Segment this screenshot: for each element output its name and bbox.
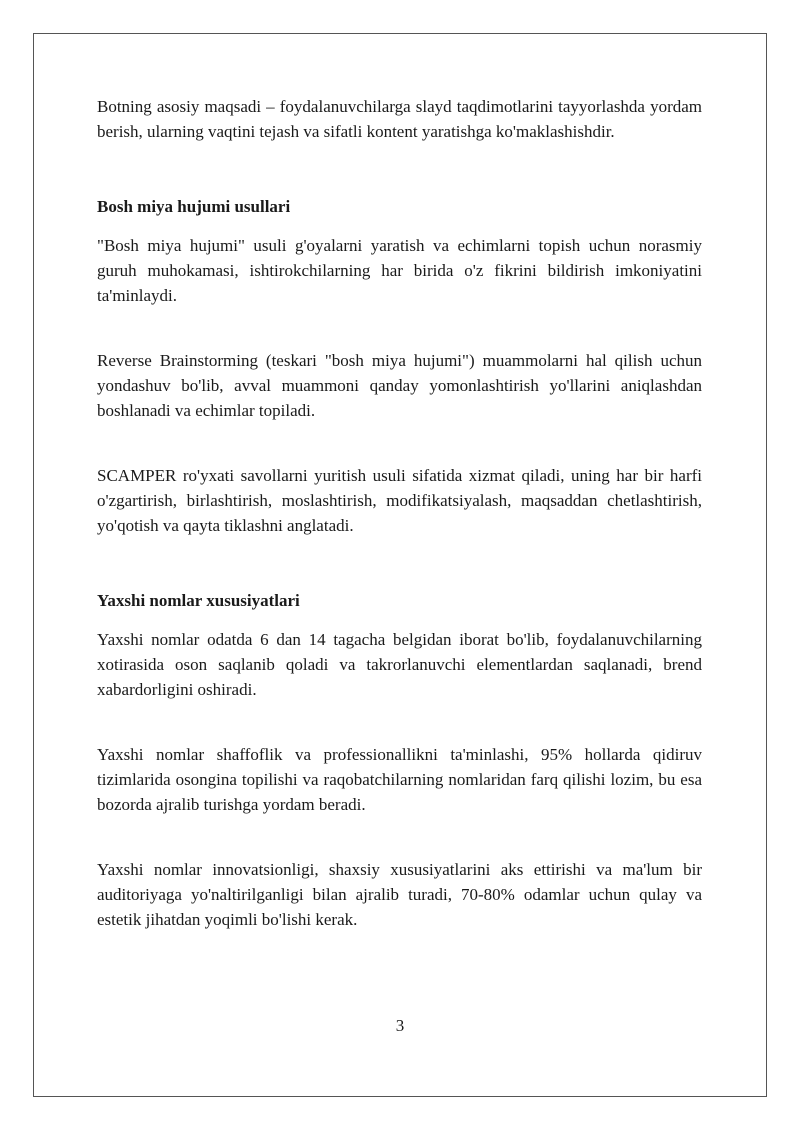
- good-names-paragraph-3: Yaxshi nomlar innovatsionligi, shaxsiy xususiyatlarini aks ettirishi va ma'lum bir auditoriyaga yo'naltirilganligi bilan ajralib turadi, 70-80% odamlar uchun qulay va estetik jihatdan yoqimli bo'lishi kerak.: [97, 860, 702, 929]
- good-names-paragraph-1: Yaxshi nomlar odatda 6 dan 14 tagacha belgidan iborat bo'lib, foydalanuvchilarning xotirasida oson saqlanib qoladi va takrorlanuvchi elementlardan saqlanadi, brend xabardorligini oshiradi.: [97, 630, 702, 699]
- brainstorming-paragraph-1: "Bosh miya hujumi" usuli g'oyalarni yaratish va echimlarni topish uchun norasmiy guruh muhokamasi, ishtirokchilarning har birida o'z fikrini bildirish imkoniyatini ta'minlaydi.: [97, 236, 702, 305]
- brainstorming-paragraph-2: Reverse Brainstorming (teskari "bosh miya hujumi") muammolarni hal qilish uchun yondashuv bo'lib, avval muammoni qanday yomonlashtirish yo'llarini aniqlashdan boshlanadi va echimlar topiladi.: [97, 351, 702, 420]
- section-heading-brainstorming: Bosh miya hujumi usullari: [97, 197, 291, 216]
- good-names-paragraph-2: Yaxshi nomlar shaffoflik va professionallikni ta'minlashi, 95% hollarda qidiruv tizimlarida osongina topilishi va raqobatchilarning nomlaridan farq qilishi lozim, bu esa bozorda ajralib turishga yordam beradi.: [97, 745, 702, 814]
- document-body: [97, 94, 702, 932]
- intro-paragraph: Botning asosiy maqsadi – foydalanuvchilarga slayd taqdimotlarini tayyorlashda yordam berish, ularning vaqtini tejash va sifatli kontent yaratishga ko'maklashishdir.: [97, 97, 702, 141]
- brainstorming-paragraph-3: SCAMPER ro'yxati savollarni yuritish usuli sifatida xizmat qiladi, uning har bir harfi o'zgartirish, birlashtirish, moslashtirish, modifikatsiyalash, maqsaddan chetlashtirish, yo'qotish va qayta tiklashni anglatadi.: [97, 466, 702, 535]
- page-number: 3: [395, 1016, 405, 1035]
- section-heading-good-names: Yaxshi nomlar xususiyatlari: [97, 591, 300, 610]
